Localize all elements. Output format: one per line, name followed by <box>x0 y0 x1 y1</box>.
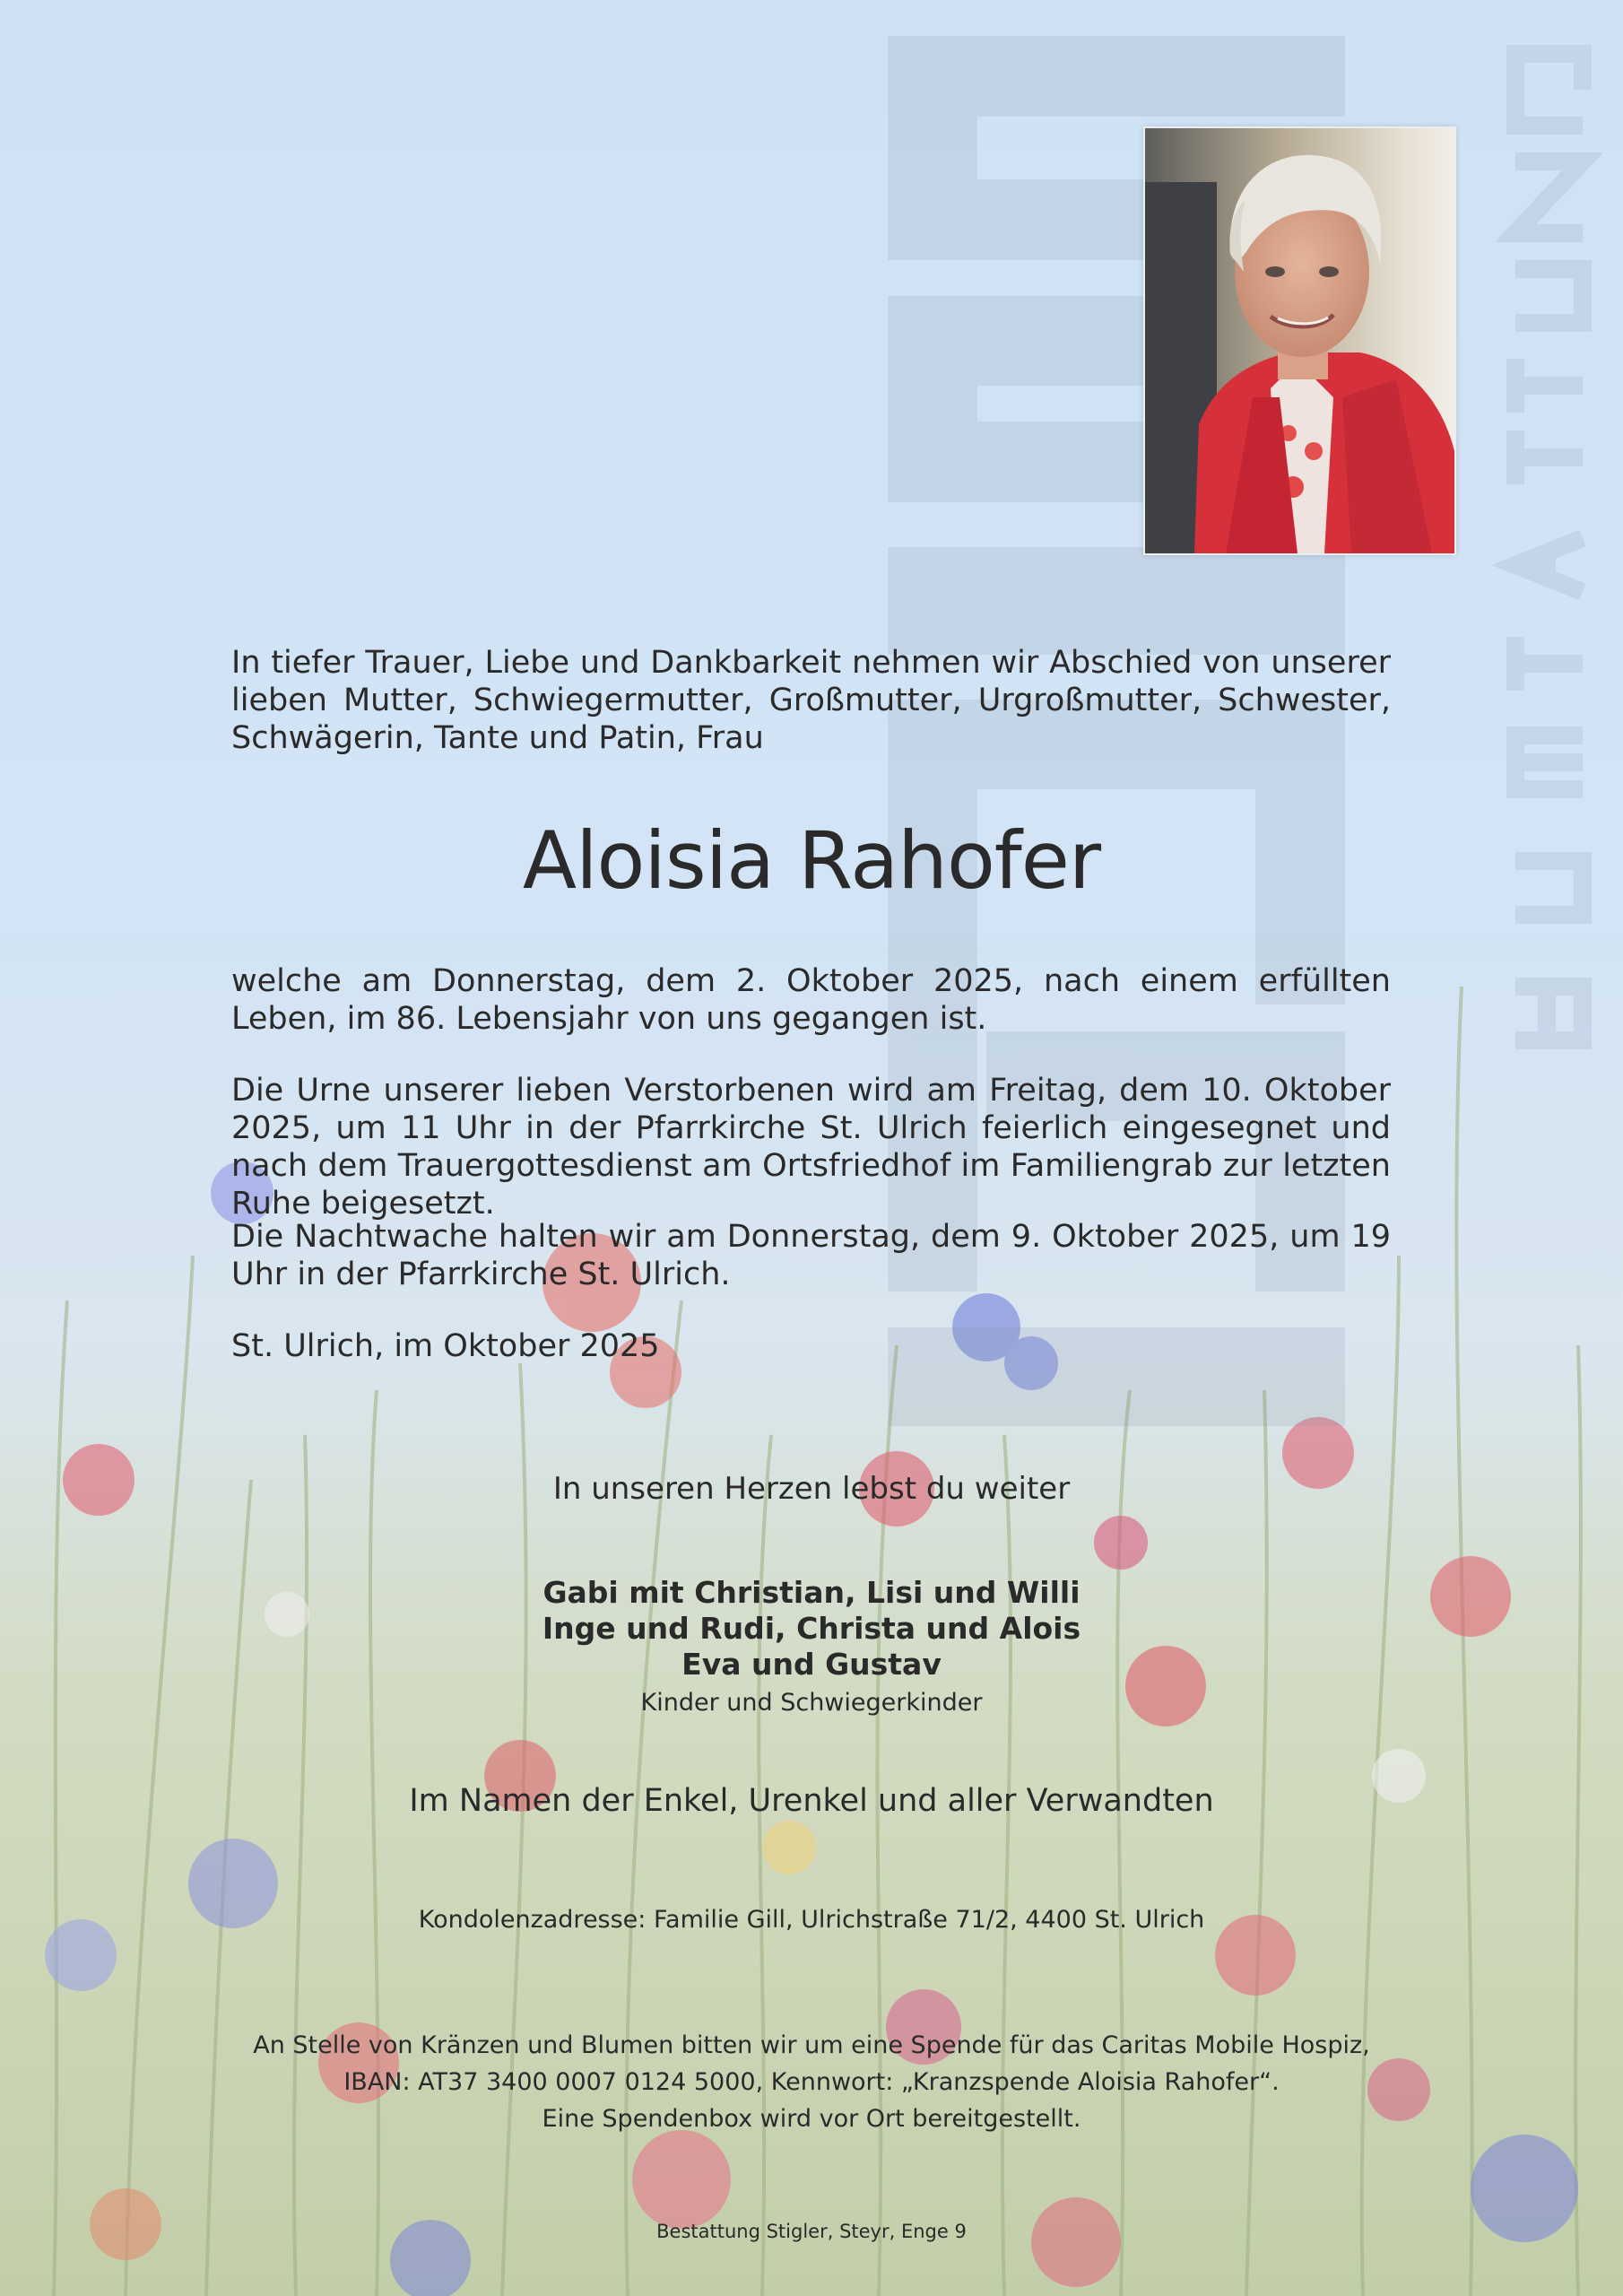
death-notice-text: welche am Donnerstag, dem 2. Oktober 2025, nach einem erfüllten Leben, im 86. Lebensjahr von uns gegangen ist. <box>231 963 1391 1037</box>
funeral-home-footer: Bestattung Stigler, Steyr, Enge 9 <box>656 2221 967 2242</box>
place-date-text: St. Ulrich, im Oktober 2025 <box>231 1328 660 1364</box>
donation-line: Eine Spendenbox wird vor Ort bereitgestellt. <box>542 2105 1081 2133</box>
donation-line: IBAN: AT37 3400 0007 0124 5000, Kennwort: „Kranzspende Aloisia Rahofer“. <box>343 2068 1280 2096</box>
family-line: Im Namen der Enkel, Urenkel und aller Verwandten <box>409 1783 1214 1819</box>
children-line: Inge und Rudi, Christa und Alois <box>542 1611 1081 1646</box>
children-line: Eva und Gustav <box>681 1647 942 1682</box>
children-line: Gabi mit Christian, Lisi und Willi <box>542 1575 1081 1610</box>
children-list <box>0 1575 1623 1683</box>
motto-text: In unseren Herzen lebst du weiter <box>552 1471 1071 1507</box>
donation-notice <box>0 2027 1623 2137</box>
funeral-details-text: Die Urne unserer lieben Verstorbenen wird am Freitag, dem 10. Oktober 2025, um 11 Uhr in der Pfarrkirche St. Ulrich feierlich eingesegnet und nach dem Trauergottesdienst am Ortsfriedhof im Familiengrab zur letzten Ruhe beigesetzt. <box>231 1073 1391 1222</box>
deceased-name: Aloisia Rahofer <box>522 814 1101 907</box>
children-caption: Kinder und Schwiegerkinder <box>640 1689 983 1717</box>
intro-text: In tiefer Trauer, Liebe und Dankbarkeit nehmen wir Abschied von unserer lieben Mutter, Schwiegermutter, Großmutter, Urgroßmutter, Schwester, Schwägerin, Tante und Patin, Frau <box>231 645 1391 756</box>
donation-line: An Stelle von Kränzen und Blumen bitten wir um eine Spende für das Caritas Mobile Hospiz, <box>253 2031 1370 2059</box>
wake-details-text: Die Nachtwache halten wir am Donnerstag, dem 9. Oktober 2025, um 19 Uhr in der Pfarrkirche St. Ulrich. <box>231 1219 1391 1292</box>
condolence-address: Kondolenzadresse: Familie Gill, Ulrichstraße 71/2, 4400 St. Ulrich <box>418 1906 1205 1934</box>
